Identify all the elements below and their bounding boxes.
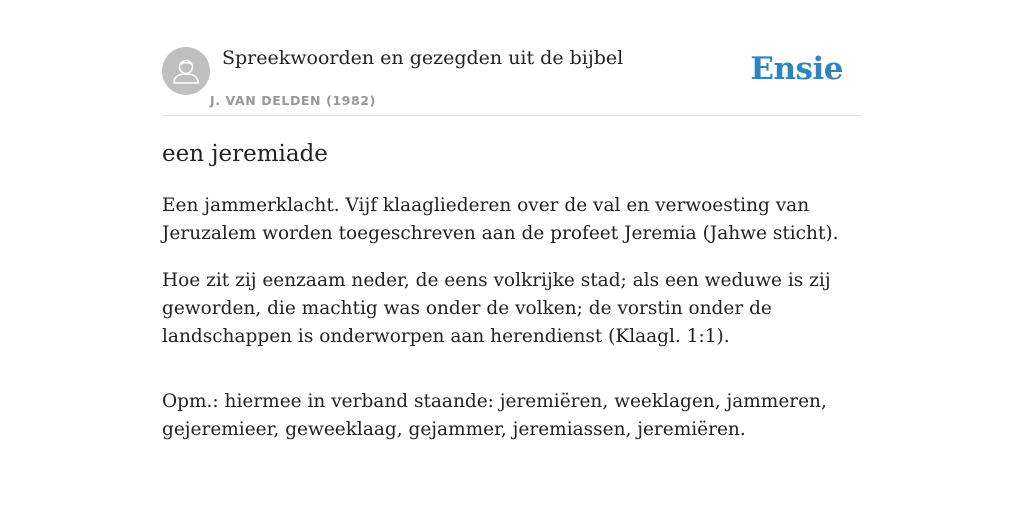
quote-paragraph: Hoe zit zij eenzaam neder, de eens volkrijke stad; als een weduwe is zij geworden, die machtig was onder de volken; de vorstin onder de landschappen is onderworpen aan herendienst (Klaagl. 1:1).: [162, 270, 831, 347]
author-avatar[interactable]: [162, 47, 210, 95]
note-paragraph: Opm.: hiermee in verband staande: jeremiëren, weeklagen, jammeren, gejeremieer, geweeklaag, gejammer, jeremiassen, jeremiëren.: [162, 391, 827, 440]
source-title-link[interactable]: Spreekwoorden en gezegden uit de bijbel: [222, 47, 624, 69]
entry-body: [162, 192, 862, 463]
source-header: [162, 0, 862, 116]
entry-card: [162, 0, 862, 440]
entry-term: een jeremiade: [162, 141, 328, 167]
author-link[interactable]: J. VAN DELDEN (1982): [210, 93, 376, 108]
definition-paragraph: Een jammerklacht. Vijf klaagliederen over de val en verwoesting van Jeruzalem worden toegeschreven aan de profeet Jeremia (Jahwe sticht).: [162, 195, 839, 244]
user-icon: [162, 47, 210, 95]
ensie-logo[interactable]: Ensie: [750, 51, 843, 87]
